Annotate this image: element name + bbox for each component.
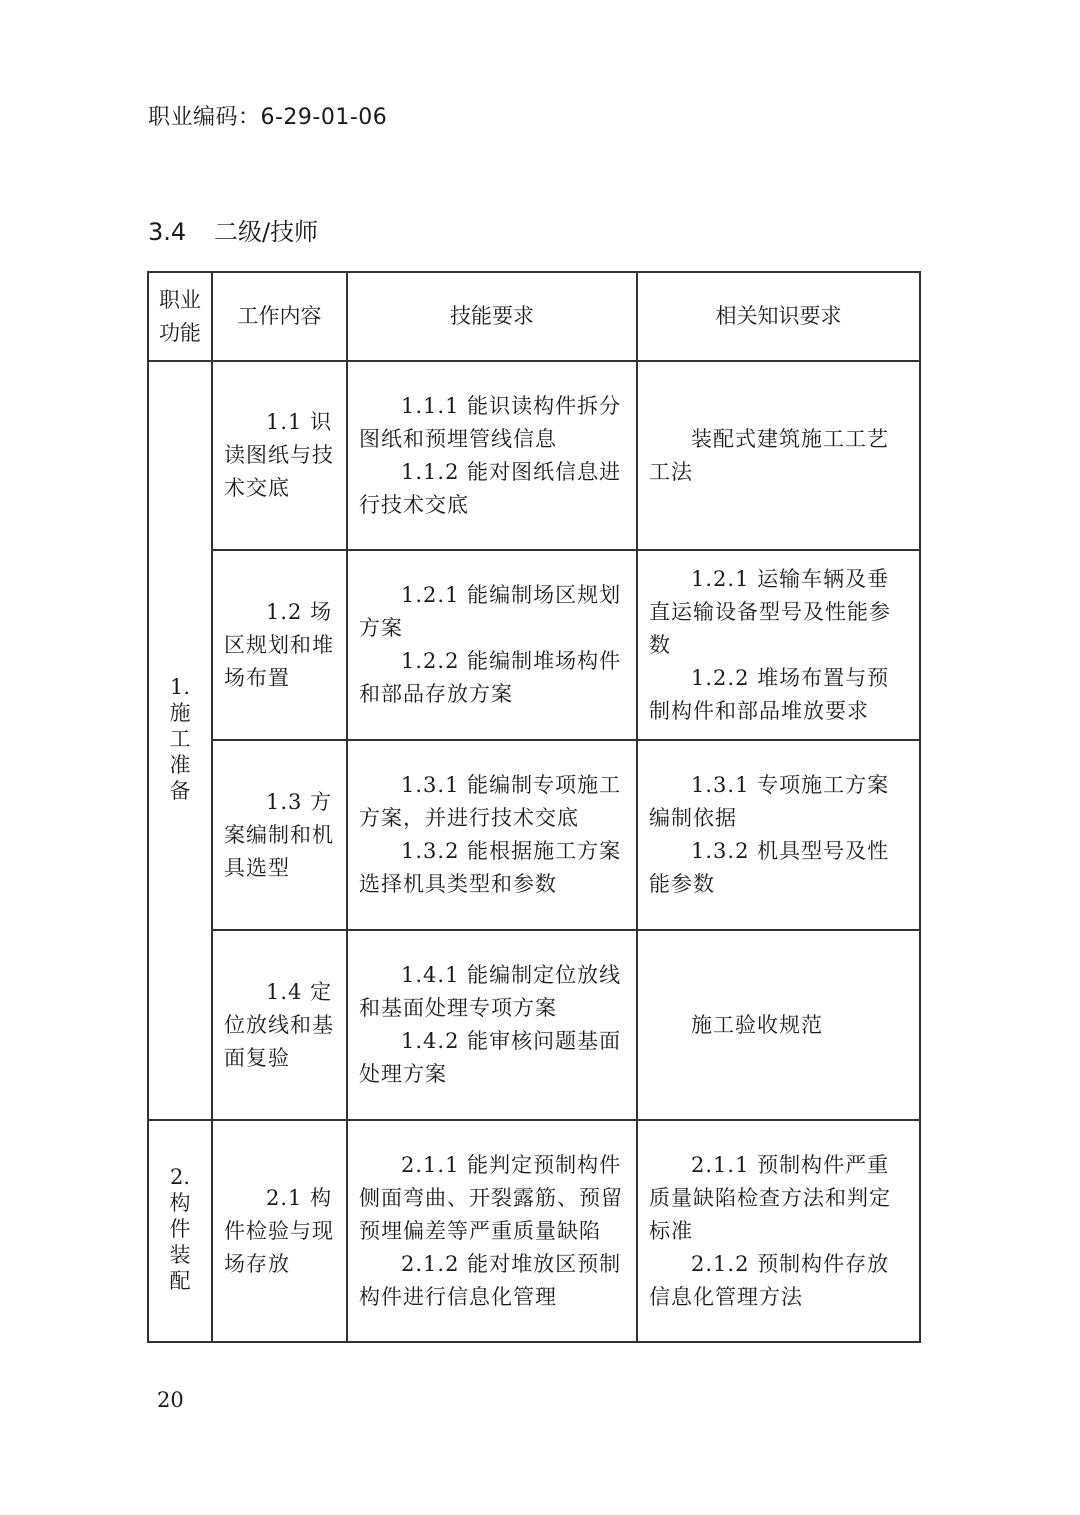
work-cell: 2.1 构件检验与现场存放 bbox=[212, 1120, 347, 1342]
work-cell: 1.2 场区规划和堆场布置 bbox=[212, 550, 347, 740]
header-skill: 技能要求 bbox=[347, 272, 637, 361]
knowledge-cell: 装配式建筑施工工艺工法 bbox=[637, 361, 920, 550]
skill-cell: 1.2.1 能编制场区规划方案 1.2.2 能编制堆场构件和部品存放方案 bbox=[347, 550, 637, 740]
table-row bbox=[148, 1120, 920, 1342]
work-cell: 1.1 识读图纸与技术交底 bbox=[212, 361, 347, 550]
work-cell: 1.3 方案编制和机具选型 bbox=[212, 740, 347, 930]
knowledge-cell: 施工验收规范 bbox=[637, 930, 920, 1120]
knowledge-cell: 1.2.1 运输车辆及垂直运输设备型号及性能参数 1.2.2 堆场布置与预制构件和部品堆放要求 bbox=[637, 550, 920, 740]
skill-cell: 2.1.1 能判定预制构件侧面弯曲、开裂露筋、预留预埋偏差等严重质量缺陷 2.1.2 能对堆放区预制构件进行信息化管理 bbox=[347, 1120, 637, 1342]
skill-requirements-table bbox=[147, 271, 921, 1343]
table-row bbox=[148, 361, 920, 550]
section-number: 3.4 bbox=[148, 218, 187, 246]
header-knowledge: 相关知识要求 bbox=[637, 272, 920, 361]
occupation-code: 职业编码：6-29-01-06 bbox=[148, 105, 388, 130]
skill-cell: 1.1.1 能识读构件拆分图纸和预埋管线信息 1.1.2 能对图纸信息进行技术交底 bbox=[347, 361, 637, 550]
section-title: 二级/技师 bbox=[214, 218, 319, 246]
header-function: 职业功能 bbox=[148, 272, 212, 361]
knowledge-cell: 2.1.1 预制构件严重质量缺陷检查方法和判定标准 2.1.2 预制构件存放信息化管理方法 bbox=[637, 1120, 920, 1342]
section-heading bbox=[148, 212, 318, 247]
skill-cell: 1.4.1 能编制定位放线和基面处理专项方案 1.4.2 能审核问题基面处理方案 bbox=[347, 930, 637, 1120]
table-row bbox=[148, 550, 920, 740]
table-row bbox=[148, 740, 920, 930]
page-number: 20 bbox=[157, 1388, 184, 1412]
function-cell: 1.施工准备 bbox=[148, 361, 212, 1120]
table-header-row bbox=[148, 272, 920, 361]
work-cell: 1.4 定位放线和基面复验 bbox=[212, 930, 347, 1120]
table-row bbox=[148, 930, 920, 1120]
skill-cell: 1.3.1 能编制专项施工方案，并进行技术交底 1.3.2 能根据施工方案选择机具类型和参数 bbox=[347, 740, 637, 930]
function-cell: 2.构件装配 bbox=[148, 1120, 212, 1342]
header-work: 工作内容 bbox=[212, 272, 347, 361]
knowledge-cell: 1.3.1 专项施工方案编制依据 1.3.2 机具型号及性能参数 bbox=[637, 740, 920, 930]
